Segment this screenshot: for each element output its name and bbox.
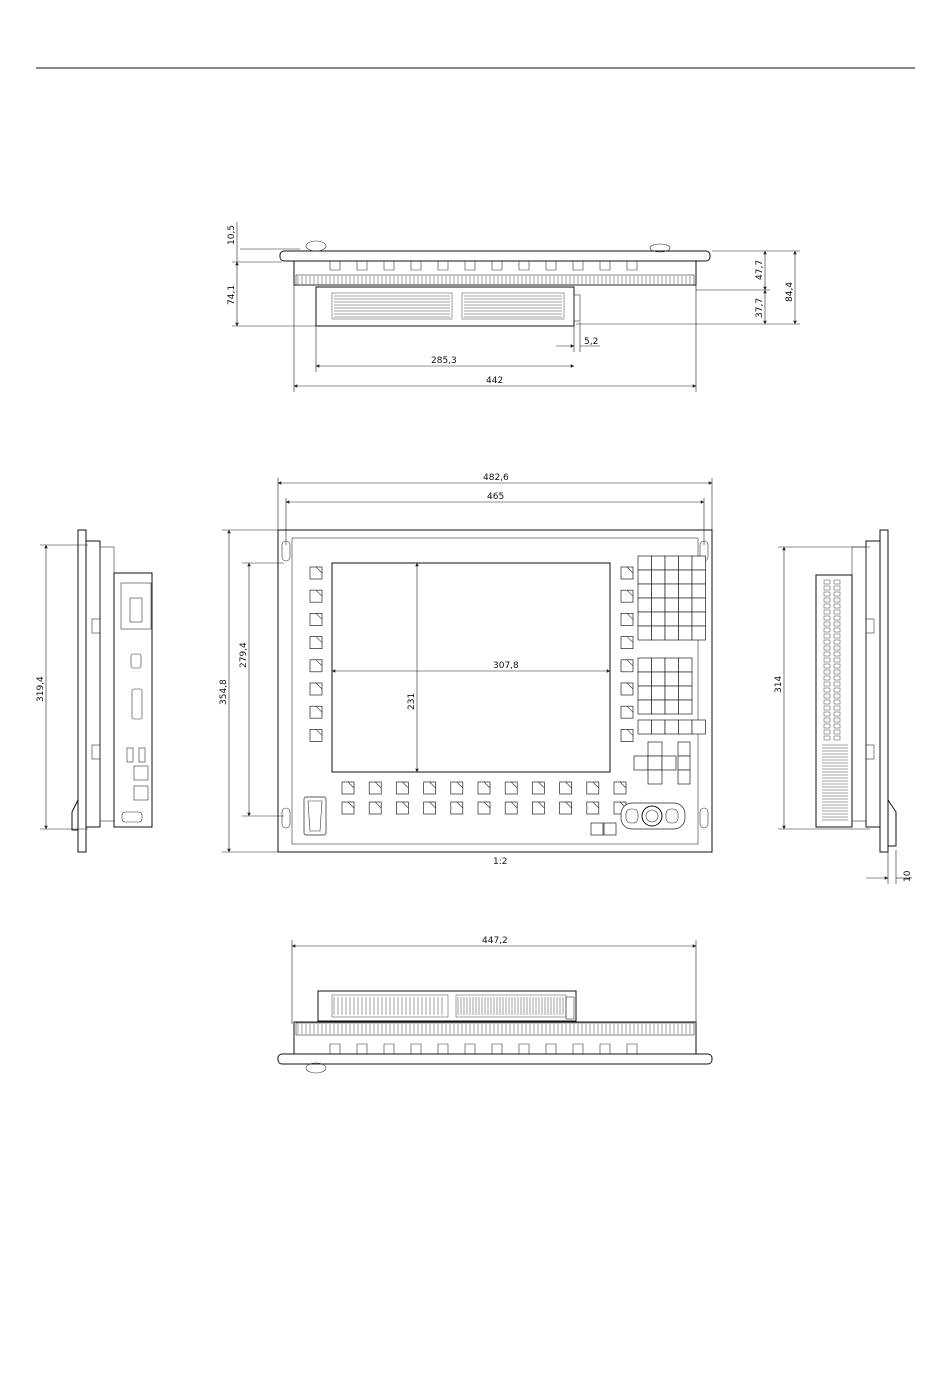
keypad-key bbox=[692, 626, 706, 640]
softkey bbox=[621, 567, 633, 579]
function-key bbox=[478, 802, 490, 814]
function-key bbox=[451, 802, 463, 814]
keypad-key bbox=[638, 598, 652, 612]
keypad-key bbox=[638, 626, 652, 640]
function-key bbox=[478, 782, 490, 794]
control-key bbox=[678, 742, 690, 756]
keypad-key bbox=[665, 700, 679, 714]
softkey bbox=[310, 637, 322, 649]
function-key bbox=[587, 782, 599, 794]
softkey bbox=[621, 706, 633, 718]
dim-bezel-thickness: 10,5 bbox=[227, 224, 237, 245]
control-key bbox=[679, 720, 693, 734]
function-key bbox=[342, 802, 354, 814]
dim-depth-lower: 37,7 bbox=[755, 297, 765, 318]
keypad-key bbox=[638, 584, 652, 598]
dim-display-height: 231 bbox=[407, 692, 417, 710]
keypad-key bbox=[692, 584, 706, 598]
keypad-key bbox=[692, 556, 706, 570]
dim-left-height: 319,4 bbox=[36, 676, 46, 702]
keypad-key bbox=[692, 570, 706, 584]
keypad-key bbox=[665, 672, 679, 686]
keypad-key bbox=[638, 570, 652, 584]
keypad-key bbox=[638, 612, 652, 626]
function-key bbox=[532, 802, 544, 814]
keypad-key bbox=[679, 570, 693, 584]
keypad-key bbox=[665, 584, 679, 598]
control-key bbox=[692, 720, 706, 734]
keypad-key bbox=[652, 570, 666, 584]
dim-total-depth: 84,4 bbox=[785, 281, 795, 302]
softkey bbox=[310, 706, 322, 718]
softkey bbox=[621, 590, 633, 602]
keypad-key bbox=[652, 598, 666, 612]
top-view-dimensions bbox=[227, 222, 800, 392]
cursor-key bbox=[662, 756, 676, 770]
dim-bottom-width: 447,2 bbox=[482, 936, 508, 946]
keypad-key bbox=[679, 700, 693, 714]
dim-overall-width: 482,6 bbox=[483, 473, 509, 483]
dim-mounting-height: 279,4 bbox=[239, 642, 249, 668]
function-key bbox=[560, 782, 572, 794]
keypad-key bbox=[652, 556, 666, 570]
softkey bbox=[310, 660, 322, 672]
softkey bbox=[621, 660, 633, 672]
dim-body-depth: 74,1 bbox=[227, 284, 237, 305]
softkey bbox=[310, 729, 322, 741]
function-key bbox=[604, 823, 616, 835]
keypad-key bbox=[652, 658, 666, 672]
keypad-key bbox=[679, 672, 693, 686]
keypad-key bbox=[679, 584, 693, 598]
control-key bbox=[665, 720, 679, 734]
softkey bbox=[621, 613, 633, 625]
dim-depth-upper: 47,7 bbox=[755, 259, 765, 280]
softkey bbox=[621, 729, 633, 741]
cursor-key bbox=[634, 756, 648, 770]
keypad-key bbox=[652, 626, 666, 640]
function-key bbox=[505, 802, 517, 814]
keypad-key bbox=[652, 700, 666, 714]
function-key bbox=[424, 802, 436, 814]
dim-right-height: 314 bbox=[774, 675, 784, 693]
dim-overall-height: 354,8 bbox=[219, 679, 229, 705]
top-view bbox=[280, 241, 710, 326]
usb-cover bbox=[304, 797, 326, 835]
trackball-unit bbox=[621, 803, 685, 829]
keypad-key bbox=[652, 686, 666, 700]
dim-display-width: 307,8 bbox=[493, 661, 519, 671]
keypad-key bbox=[679, 556, 693, 570]
function-key bbox=[342, 782, 354, 794]
keypad-key bbox=[692, 612, 706, 626]
left-view-dimensions bbox=[36, 545, 88, 829]
keypad-key bbox=[665, 570, 679, 584]
function-key bbox=[614, 782, 626, 794]
function-key bbox=[396, 782, 408, 794]
function-key bbox=[451, 782, 463, 794]
keypad-key bbox=[638, 658, 652, 672]
keypad-key bbox=[652, 672, 666, 686]
function-key bbox=[369, 782, 381, 794]
softkey bbox=[621, 637, 633, 649]
keypad-key bbox=[665, 686, 679, 700]
keypad-key bbox=[652, 584, 666, 598]
keypad-key bbox=[679, 598, 693, 612]
dim-body-width: 442 bbox=[486, 376, 504, 386]
left-side-view bbox=[72, 530, 152, 852]
keypad-key bbox=[692, 598, 706, 612]
cursor-key bbox=[648, 756, 662, 770]
dim-rail-offset: 5,2 bbox=[584, 337, 599, 347]
softkey bbox=[310, 590, 322, 602]
function-key bbox=[591, 823, 603, 835]
dim-module-width: 285,3 bbox=[431, 356, 457, 366]
softkey bbox=[310, 567, 322, 579]
keypad-key bbox=[638, 556, 652, 570]
right-side-view bbox=[816, 530, 896, 852]
keypad-key bbox=[638, 672, 652, 686]
softkey bbox=[621, 683, 633, 695]
function-key bbox=[587, 802, 599, 814]
keypad-key bbox=[665, 612, 679, 626]
dim-bottom-label: 1:2 bbox=[493, 857, 508, 867]
dim-right-depth-small: 10 bbox=[903, 870, 913, 882]
keypad-key bbox=[679, 626, 693, 640]
keypad-key bbox=[679, 686, 693, 700]
dim-mounting-width: 465 bbox=[487, 492, 505, 502]
bottom-view bbox=[278, 991, 712, 1073]
cursor-key bbox=[648, 770, 662, 784]
keypad-key bbox=[665, 556, 679, 570]
keypad-key bbox=[638, 686, 652, 700]
cursor-key bbox=[648, 742, 662, 756]
keypad-key bbox=[652, 612, 666, 626]
softkey bbox=[310, 613, 322, 625]
keypad-key bbox=[638, 700, 652, 714]
keypad-key bbox=[679, 658, 693, 672]
keypad-key bbox=[679, 612, 693, 626]
keypad-key bbox=[665, 626, 679, 640]
front-view bbox=[278, 530, 712, 852]
control-key bbox=[678, 770, 690, 784]
function-key bbox=[532, 782, 544, 794]
control-key bbox=[638, 720, 652, 734]
softkey bbox=[310, 683, 322, 695]
right-view-dimensions bbox=[774, 547, 913, 884]
function-key bbox=[505, 782, 517, 794]
control-key bbox=[678, 756, 690, 770]
keypad-key bbox=[665, 598, 679, 612]
function-key bbox=[560, 802, 572, 814]
function-key bbox=[369, 802, 381, 814]
display-area bbox=[332, 563, 610, 772]
function-key bbox=[396, 802, 408, 814]
control-key bbox=[652, 720, 666, 734]
function-key bbox=[424, 782, 436, 794]
keypad-key bbox=[665, 658, 679, 672]
